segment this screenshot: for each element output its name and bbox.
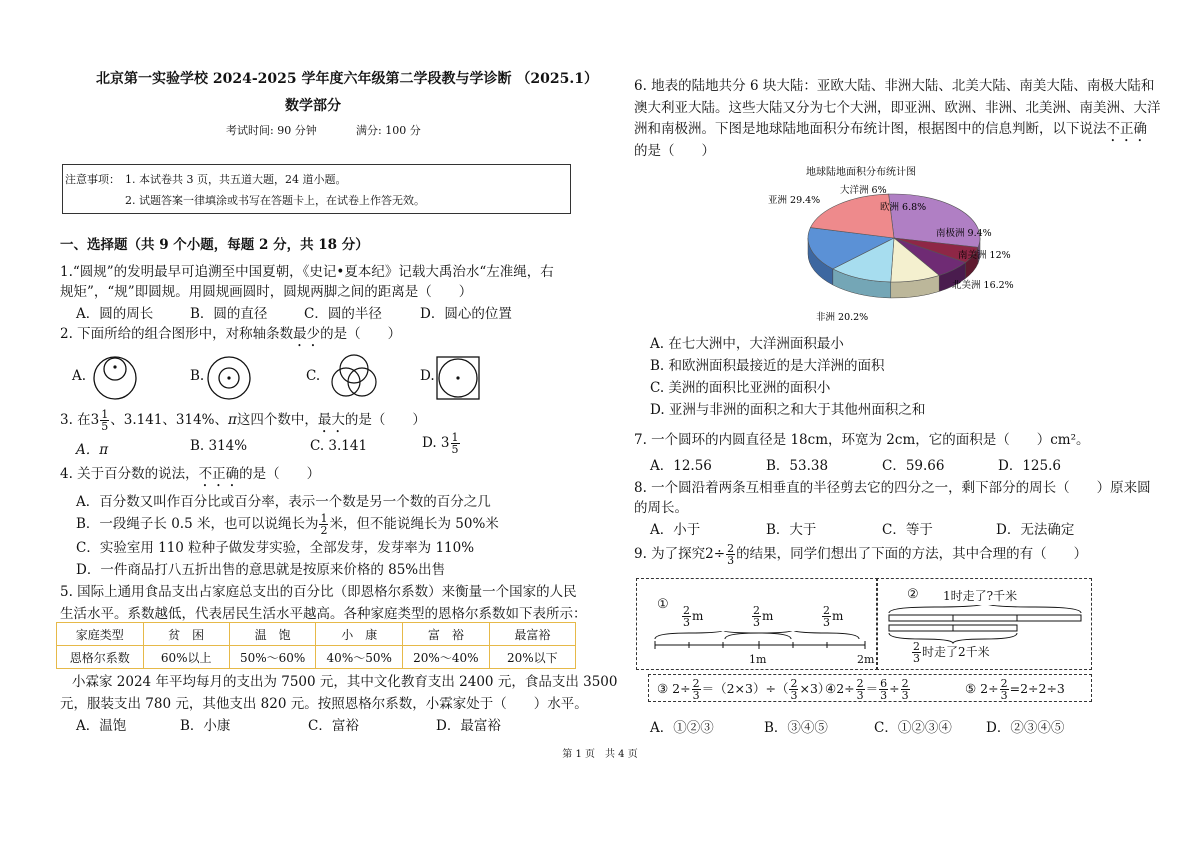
notes-item-2: 2. 试题答案一律填涂或书写在答题卡上，在试卷上作答无效。 <box>125 194 425 207</box>
q2-label-b: B. <box>190 368 205 384</box>
method-2-bars <box>885 605 1085 645</box>
q4-option-a: A．百分数又叫作百分比或百分率，表示一个数是另一个数的百分之几 <box>76 494 491 510</box>
q6-line-2: 澳大利亚大陆。这些大陆又分为七个大洲，即亚洲、欧洲、非洲、北美洲、南美洲、大洋 <box>634 100 1161 116</box>
q6-option-d: D. 亚洲与非洲的面积之和大于其他州面积之和 <box>650 402 926 418</box>
method-3: ③ 2÷ $\frac{2}{3}$ ＝（2×3）÷（ $\frac{2}{3}$ ×3） <box>657 677 831 702</box>
q3-stem: 3. 在3 $\frac{1}{5}$ 、3.141、314%、π这四个数中，最大的是（ ） <box>60 408 426 433</box>
method-1-number-line <box>653 631 875 655</box>
table-cell: 小 康 <box>316 623 403 646</box>
pie-label-oceania: 大洋洲 6% <box>840 185 887 196</box>
table-cell: 家庭类型 <box>57 623 144 646</box>
engel-table <box>56 622 576 669</box>
q5-option-a: A．温饱 <box>76 718 127 734</box>
q8-option-d: D．无法确定 <box>996 522 1075 538</box>
q6-line-1: 6. 地表的陆地共分 6 块大陆：亚欧大陆、非洲大陆、北美大陆、南美大陆、南极大陆和 <box>634 78 1155 94</box>
q5-option-b: B．小康 <box>180 718 231 734</box>
q1-line-2: 规矩”，“规”即圆规。用圆规画圆时，圆规两脚之间的距离是（ ） <box>60 284 473 300</box>
full-score: 满分: 100 分 <box>356 124 421 137</box>
q8-line-1: 8. 一个圆沿着两条互相垂直的半径剪去它的四分之一，剩下部分的周长（ ）原来圆 <box>634 480 1151 496</box>
q5-line-4: 元，服装支出 780 元，其他支出 820 元。按照恩格尔系数，小霖家处于（ ）水平。 <box>60 696 588 712</box>
q6-line-4: 的是（ ） <box>634 143 715 159</box>
q3-option-b: B. 314% <box>190 438 248 454</box>
method-2-top-text: 1时走了?千米 <box>943 589 1018 603</box>
method-1-seg-2: $\frac{2}{3}$ m <box>753 604 774 629</box>
q7-option-a: A．12.56 <box>650 458 712 474</box>
table-cell: 温 饱 <box>229 623 316 646</box>
q3-option-a: A．π <box>76 442 109 458</box>
q9-option-a: A．①②③ <box>650 720 714 736</box>
pie-label-europe: 欧洲 6.8% <box>880 202 927 213</box>
table-cell: 60%以上 <box>143 646 229 669</box>
q2-figure-c <box>324 352 384 404</box>
table-cell: 恩格尔系数 <box>57 646 144 669</box>
method-2-label: ② <box>907 587 919 602</box>
method-1-seg-1: $\frac{2}{3}$ m <box>683 604 704 629</box>
q1-option-b: B．圆的直径 <box>190 306 268 322</box>
method-5: ⑤ 2÷ $\frac{2}{3}$ =2÷2÷3 <box>965 677 1065 702</box>
table-cell: 富 裕 <box>403 623 490 646</box>
method-4: ④2÷ $\frac{2}{3}$ ＝ $\frac{6}{3}$ ÷ $\frac{2}{3}$ <box>825 677 909 702</box>
q6-option-b: B. 和欧洲面积最接近的是大洋洲的面积 <box>650 358 885 374</box>
land-area-pie-chart <box>744 158 1044 326</box>
q9-option-b: B．③④⑤ <box>764 720 828 736</box>
q6-line-3: 洲和南极洲。下图是地球陆地面积分布统计图，根据图中的信息判断，以下说法不正确 <box>634 121 1147 137</box>
q1-line-1: 1.“圆规”的发明最早可追溯至中国夏朝，《史记•夏本纪》记载大禹治水“左准绳，右 <box>60 264 554 280</box>
q4-stem: 4. 关于百分数的说法，不正确的是（ ） <box>60 466 321 482</box>
pie-label-africa: 非洲 20.2% <box>816 312 869 323</box>
q5-line-3: 小霖家 2024 年平均每月的支出为 7500 元，其中文化教育支出 2400 元，食品支出 3500 <box>72 674 618 690</box>
table-row <box>57 623 576 646</box>
q5-option-d: D．最富裕 <box>436 718 501 734</box>
q5-option-c: C．富裕 <box>308 718 359 734</box>
q6-option-a: A. 在七大洲中，大洋洲面积最小 <box>650 336 844 352</box>
q9-option-d: D．②③④⑤ <box>986 720 1065 736</box>
table-cell: 最富裕 <box>489 623 575 646</box>
q1-option-a: A．圆的周长 <box>76 306 154 322</box>
q9-option-c: C．①②③④ <box>874 720 952 736</box>
method-1-seg-3: $\frac{2}{3}$ m <box>823 604 844 629</box>
q4-option-c: C．实验室用 110 粒种子做发芽实验，全部发芽，发芽率为 110% <box>76 540 475 556</box>
q2-figure-b <box>206 355 252 401</box>
q4-option-d: D．一件商品打八五折出售的意思就是按原来价格的 85%出售 <box>76 562 446 578</box>
q8-option-a: A．小于 <box>650 522 701 538</box>
table-cell: 20%～40% <box>403 646 490 669</box>
q3-option-c: C. 3.141 <box>310 438 368 454</box>
notes-item-1: 1. 本试卷共 3 页，共五道大题，24 道小题。 <box>125 173 347 186</box>
pie-label-asia: 亚洲 29.4% <box>768 195 821 206</box>
q1-option-c: C．圆的半径 <box>304 306 382 322</box>
section-1-title: 一、选择题（共 9 个小题，每题 2 分，共 18 分） <box>60 237 369 253</box>
page-footer: 第 1 页 共 4 页 <box>562 749 638 760</box>
q9-stem: 9. 为了探究2÷ $\frac{2}{3}$ 的结果，同学们想出了下面的方法，其中合理的有（ ） <box>634 542 1088 567</box>
chart-title: 地球陆地面积分布统计图 <box>806 167 916 178</box>
q5-line-2: 生活水平。系数越低，代表居民生活水平越高。各种家庭类型的恩格尔系数如下表所示： <box>60 606 587 622</box>
method-2-box <box>876 578 1092 670</box>
notes-box <box>62 164 571 214</box>
table-cell: 贫 困 <box>143 623 229 646</box>
q2-label-a: A. <box>72 368 87 384</box>
method-1-1m: 1m <box>749 653 767 666</box>
table-row <box>57 646 576 669</box>
pie-label-antarctica: 南极洲 9.4% <box>936 228 992 239</box>
q4-option-b: B．一段绳子长 0.5 米，也可以说绳长为 $\frac{1}{2}$ 米，但不能说绳长为 50%米 <box>76 512 499 537</box>
table-cell: 50%～60% <box>229 646 316 669</box>
pie-label-south-america: 南美洲 12% <box>958 250 1011 261</box>
method-1-2m: 2m <box>857 653 875 666</box>
exam-time: 考试时间: 90 分钟 <box>226 124 317 137</box>
q2-figure-a <box>92 355 138 401</box>
q8-line-2: 的周长。 <box>634 500 688 516</box>
table-cell: 20%以下 <box>489 646 575 669</box>
q5-line-1: 5. 国际上通用食品支出占家庭总支出的百分比（即恩格尔系数）来衡量一个国家的人民 <box>60 584 577 600</box>
q6-option-c: C. 美洲的面积比亚洲的面积小 <box>650 380 831 396</box>
method-2-bottom-text: $\frac{2}{3}$ 时走了2千米 <box>913 640 990 665</box>
q2-stem: 2. 下面所给的组合图形中，对称轴条数最少的是（ ） <box>60 326 402 342</box>
q7-option-b: B．53.38 <box>766 458 829 474</box>
notes-label: 注意事项： <box>65 173 120 186</box>
q2-label-c: C. <box>306 368 321 384</box>
q8-option-c: C．等于 <box>882 522 933 538</box>
pie-label-north-america: 北美洲 16.2% <box>952 280 1014 291</box>
q8-option-b: B．大于 <box>766 522 817 538</box>
table-cell: 40%～50% <box>316 646 403 669</box>
exam-title: 北京第一实验学校 2024-2025 学年度六年级第二学段教与学诊断 （2025.1） <box>96 71 598 87</box>
q7-option-c: C．59.66 <box>882 458 945 474</box>
q2-figure-d <box>436 356 480 400</box>
method-1-box <box>636 578 878 670</box>
q1-option-d: D．圆心的位置 <box>420 306 512 322</box>
methods-3-5-box <box>648 674 1092 702</box>
subject-title: 数学部分 <box>285 98 341 114</box>
q7-option-d: D．125.6 <box>998 458 1061 474</box>
q2-label-d: D. <box>420 368 435 384</box>
method-1-label: ① <box>657 597 669 612</box>
q7-stem: 7. 一个圆环的内圆直径是 18cm，环宽为 2cm，它的面积是（ ）cm²。 <box>634 432 1090 448</box>
q3-option-d: D. 3 $\frac{1}{5}$ <box>422 431 459 456</box>
